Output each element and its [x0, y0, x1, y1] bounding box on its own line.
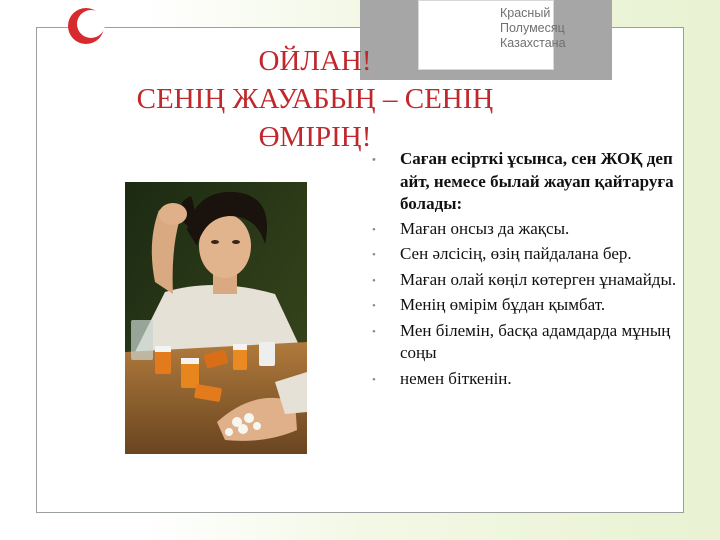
list-item — [372, 368, 682, 391]
slide-title — [120, 42, 510, 156]
list-item-text: немен біткенін. — [400, 368, 512, 388]
list-item — [372, 243, 682, 266]
list-item-text: Маған онсыз да жақсы. — [400, 218, 570, 238]
list-item-text: Менің өмірім бұдан қымбат. — [400, 295, 606, 314]
logo-line-1: Красный — [500, 6, 551, 20]
logo-text — [500, 6, 606, 51]
list-item — [372, 148, 682, 216]
bullet-icon: • — [372, 373, 376, 386]
list-item-text: Саған есірткі ұсынса, сен ЖОҚ деп айт, немесе былай жауап қайтаруға болады: — [400, 149, 674, 213]
title-line-1: ОЙЛАН! — [258, 45, 372, 77]
bullet-icon: • — [372, 154, 376, 166]
logo-line-3: Казахстана — [500, 36, 566, 50]
list-item — [372, 320, 682, 365]
list-item-text: Мен білемін, басқа адамдарда мұның соңы — [400, 320, 671, 362]
bullet-icon: • — [372, 300, 376, 312]
title-line-2: СЕНІҢ ЖАУАБЫҢ – СЕНІҢ — [136, 83, 494, 115]
list-item — [372, 269, 682, 292]
list-item-text: Сен әлсісің, өзің пайдалана бер. — [400, 244, 632, 263]
bullet-icon: • — [372, 325, 376, 338]
bullet-icon: • — [372, 274, 376, 287]
bullet-list — [372, 148, 682, 390]
logo-line-2: Полумесяц — [500, 21, 565, 35]
list-item-text: Маған олай көңіл көтерген ұнамайды. — [400, 269, 677, 289]
title-line-3: ӨМІРІҢ! — [258, 121, 372, 153]
list-item — [372, 294, 682, 317]
photo-young-man-with-pills — [125, 182, 307, 454]
list-item — [372, 218, 682, 241]
bullet-icon: • — [372, 249, 376, 261]
bullet-icon: • — [372, 223, 376, 236]
red-crescent-icon — [66, 6, 106, 46]
